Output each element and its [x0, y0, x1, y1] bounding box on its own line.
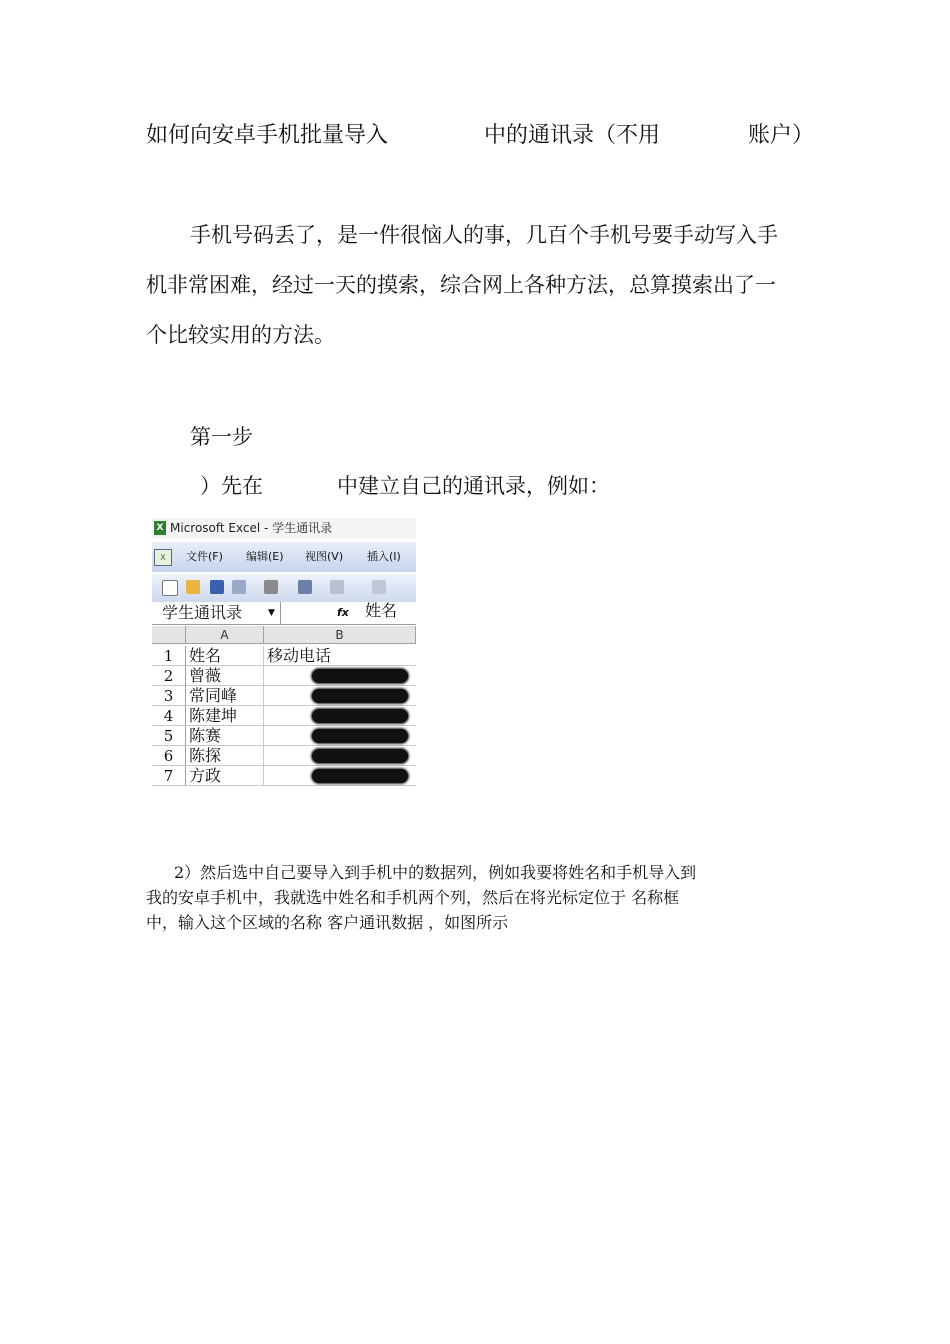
cell-name[interactable]: 曾薇 [186, 666, 264, 686]
redaction-mark [312, 669, 408, 683]
step1-item-part-a: ）先在 [200, 474, 263, 498]
excel-window-title: Microsoft Excel - 学生通讯录 [170, 521, 333, 535]
redaction-mark [312, 729, 408, 743]
menu-edit[interactable]: 编辑(E) [246, 550, 284, 563]
excel-screenshot [152, 518, 416, 794]
formula-input[interactable]: 姓名 [365, 601, 398, 620]
table-row [152, 646, 416, 666]
chevron-down-icon[interactable]: ▼ [268, 608, 275, 618]
paste-icon[interactable] [330, 580, 344, 594]
step2-line-3: 中，输入这个区域的名称 客户通讯数据 ，如图所示 [146, 913, 509, 932]
select-all-corner[interactable] [152, 626, 186, 644]
title-part-1: 如何向安卓手机批量导入 [146, 123, 389, 148]
intro-line-2: 机非常困难，经过一天的摸索，综合网上各种方法，总算摸索出了一 [146, 273, 776, 297]
column-header-b[interactable]: B [264, 626, 416, 644]
save-icon[interactable] [210, 580, 224, 594]
new-icon[interactable] [162, 580, 178, 596]
cell-name[interactable]: 陈建坤 [186, 706, 264, 726]
title-part-3: 账户） [748, 123, 815, 148]
row-number[interactable]: 4 [152, 706, 186, 726]
name-box-value: 学生通讯录 [162, 603, 243, 622]
row-number[interactable]: 5 [152, 726, 186, 746]
intro-line-1: 手机号码丢了，是一件很恼人的事，几百个手机号要手动写入手 [190, 223, 778, 247]
formula-bar [152, 602, 416, 625]
row-number[interactable]: 2 [152, 666, 186, 686]
row-number[interactable]: 7 [152, 766, 186, 786]
title-part-2: 中的通讯录（不用 [484, 123, 661, 148]
cell-name[interactable]: 常同峰 [186, 686, 264, 706]
cell-phone[interactable] [264, 686, 416, 706]
cell-phone[interactable] [264, 746, 416, 766]
name-box[interactable] [152, 602, 281, 624]
excel-menu-bar [152, 542, 416, 572]
fx-icon: fx [337, 606, 349, 619]
cell-phone[interactable] [264, 766, 416, 786]
table-row [152, 686, 416, 706]
redaction-mark [312, 709, 408, 723]
cell-name[interactable]: 方政 [186, 766, 264, 786]
table-row [152, 666, 416, 686]
excel-toolbar [152, 574, 416, 602]
intro-line-3: 个比较实用的方法。 [146, 323, 335, 347]
table-row [152, 706, 416, 726]
excel-title-bar [152, 518, 416, 539]
permission-icon[interactable] [232, 580, 246, 594]
cell-phone[interactable] [264, 726, 416, 746]
step2-line-2: 我的安卓手机中，我就选中姓名和手机两个列，然后在将光标定位于 名称框 [146, 888, 680, 907]
menu-insert[interactable]: 插入(I) [367, 550, 401, 563]
redaction-mark [312, 769, 408, 783]
table-row [152, 766, 416, 786]
cell-phone[interactable] [264, 666, 416, 686]
document-title [0, 116, 950, 156]
workbook-menu-icon[interactable]: X [154, 549, 172, 566]
cell-phone[interactable]: 移动电话 [264, 646, 416, 666]
row-number[interactable]: 6 [152, 746, 186, 766]
open-icon[interactable] [186, 580, 200, 594]
row-number[interactable]: 3 [152, 686, 186, 706]
print-icon[interactable] [264, 580, 278, 594]
menu-file[interactable]: 文件(F) [186, 550, 223, 563]
row-number[interactable]: 1 [152, 646, 186, 666]
column-header-a[interactable]: A [186, 626, 264, 644]
research-icon[interactable] [298, 580, 312, 594]
redaction-mark [312, 689, 408, 703]
cell-phone[interactable] [264, 706, 416, 726]
step1-item-part-b: 中建立自己的通讯录，例如： [337, 474, 610, 498]
cell-name[interactable]: 陈探 [186, 746, 264, 766]
undo-icon[interactable] [372, 580, 386, 594]
excel-app-icon: X [154, 521, 166, 535]
redaction-mark [312, 749, 408, 763]
step2-line-1: 2）然后选中自己要导入到手机中的数据列，例如我要将姓名和手机导入到 [174, 863, 697, 882]
cell-name[interactable]: 姓名 [186, 646, 264, 666]
menu-view[interactable]: 视图(V) [305, 550, 344, 563]
table-row [152, 746, 416, 766]
table-row [152, 726, 416, 746]
step1-heading: 第一步 [190, 425, 253, 449]
cell-name[interactable]: 陈赛 [186, 726, 264, 746]
